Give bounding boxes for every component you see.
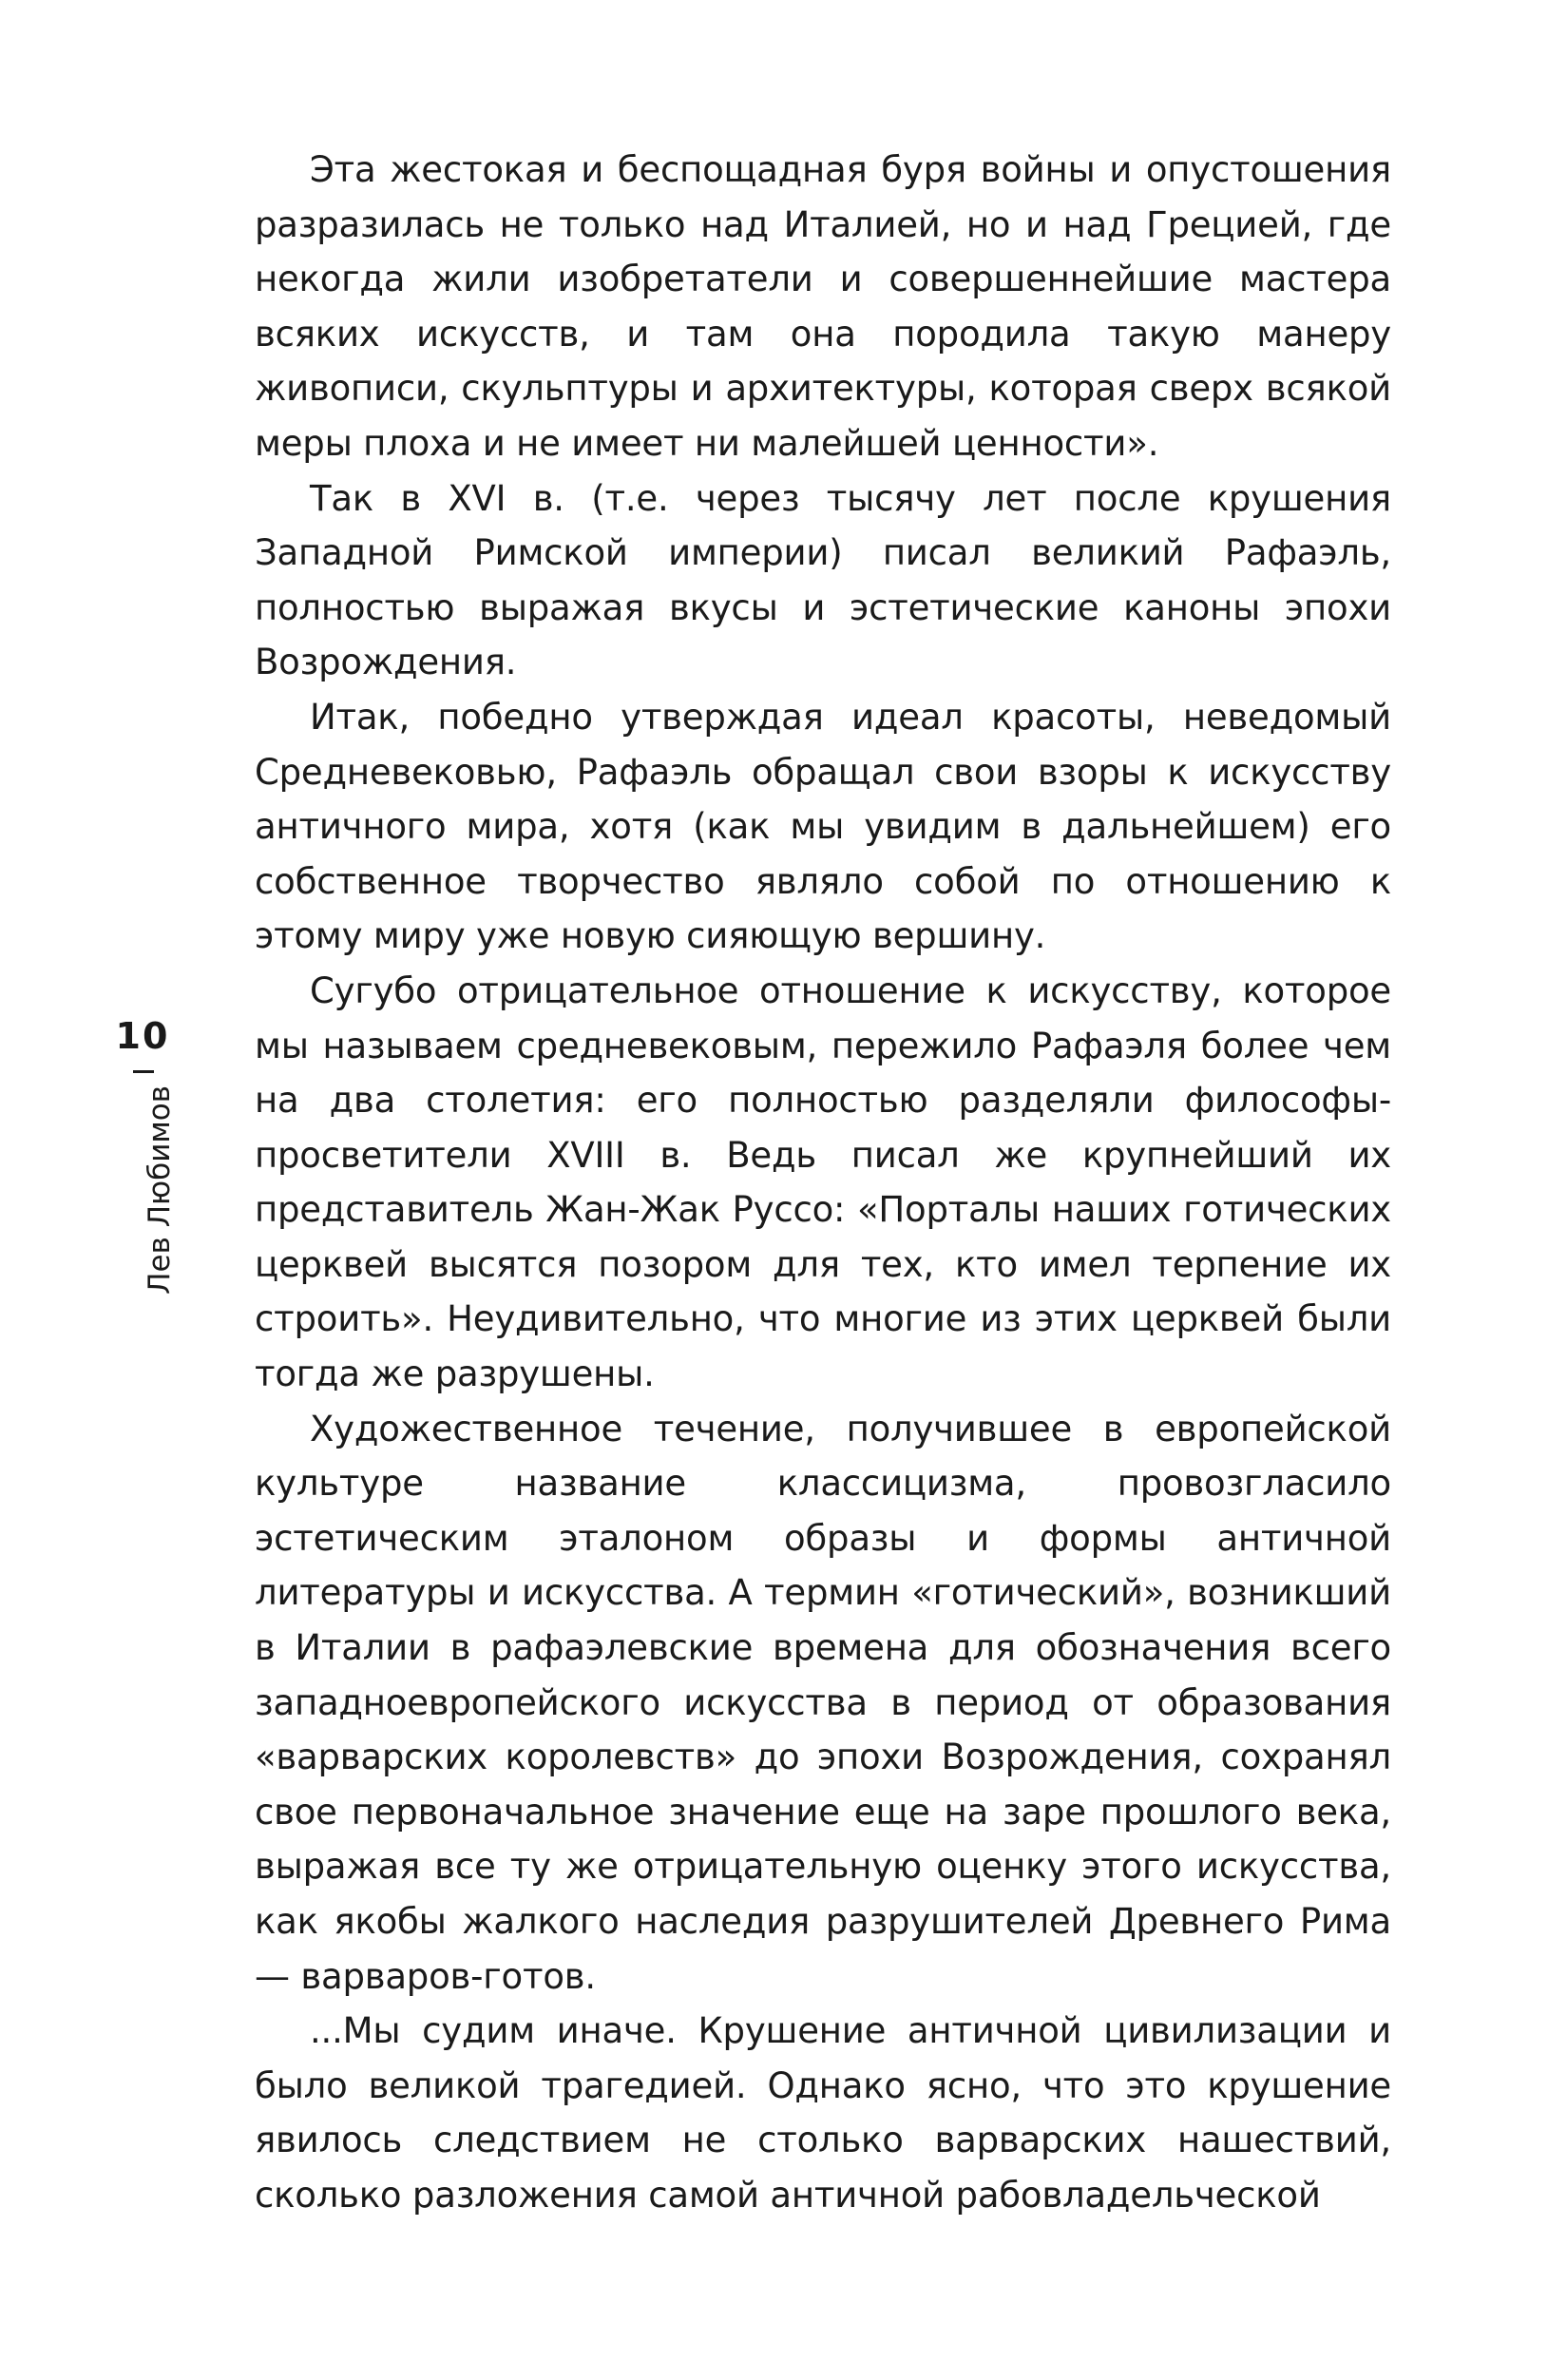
page-number: 10 — [115, 1015, 170, 1057]
paragraph: ...Мы судим иначе. Крушение античной цивилизации и было великой трагедией. Однако ясно, что это крушение явилось следствием не столько варварских нашествий, сколько разложения самой античной рабовладельческой — [255, 2010, 1391, 2216]
running-head-author: Лев Любимов — [143, 1085, 177, 1295]
body-text — [255, 143, 1391, 2223]
paragraph: Эта жестокая и беспощадная буря войны и опустошения разразилась не только над Италией, но и над Грецией, где некогда жили изобретатели и совершеннейшие мастера всяких искусств, и там она породила такую манеру живописи, скульптуры и архитектуры, которая сверх всякой меры плоха и не имеет ни малейшей ценности». — [255, 149, 1391, 464]
margin-divider — [133, 1070, 154, 1073]
margin-tab — [105, 1008, 181, 1388]
paragraph: Так в XVI в. (т.е. через тысячу лет после крушения Западной Римской империи) писал великий Рафаэль, полностью выражая вкусы и эстетические каноны эпохи Возрождения. — [255, 477, 1391, 683]
paragraph: Сугубо отрицательное отношение к искусству, которое мы называем средневековым, пережило Рафаэля более чем на два столетия: его полностью разделяли философы-просветители XVIII в. Ведь писал же крупнейший их представитель Жан-Жак Руссо: «Порталы наших готических церквей высятся позором для тех, кто имел терпение их строить». Неудивительно, что многие из этих церквей были тогда же разрушены. — [255, 969, 1391, 1395]
paragraph: Итак, победно утверждая идеал красоты, неведомый Средневековью, Рафаэль обращал свои взоры к искусству античного мира, хотя (как мы увидим в дальнейшем) его собственное творчество являло собой по отношению к этому миру уже новую сияющую вершину. — [255, 696, 1391, 957]
paragraph: Художественное течение, получившее в европейской культуре название классицизма, провозгласило эстетическим эталоном образы и формы античной литературы и искусства. А термин «готический», возникший в Италии в рафаэлевские времена для обозначения всего западноевропейского искусства в период от образования «варварских королевств» до эпохи Возрождения, сохранял свое первоначальное значение еще на заре прошлого века, выражая все ту же отрицательную оценку этого искусства, как якобы жалкого наследия разрушителей Древнего Рима — варваров-готов. — [255, 1408, 1391, 1997]
